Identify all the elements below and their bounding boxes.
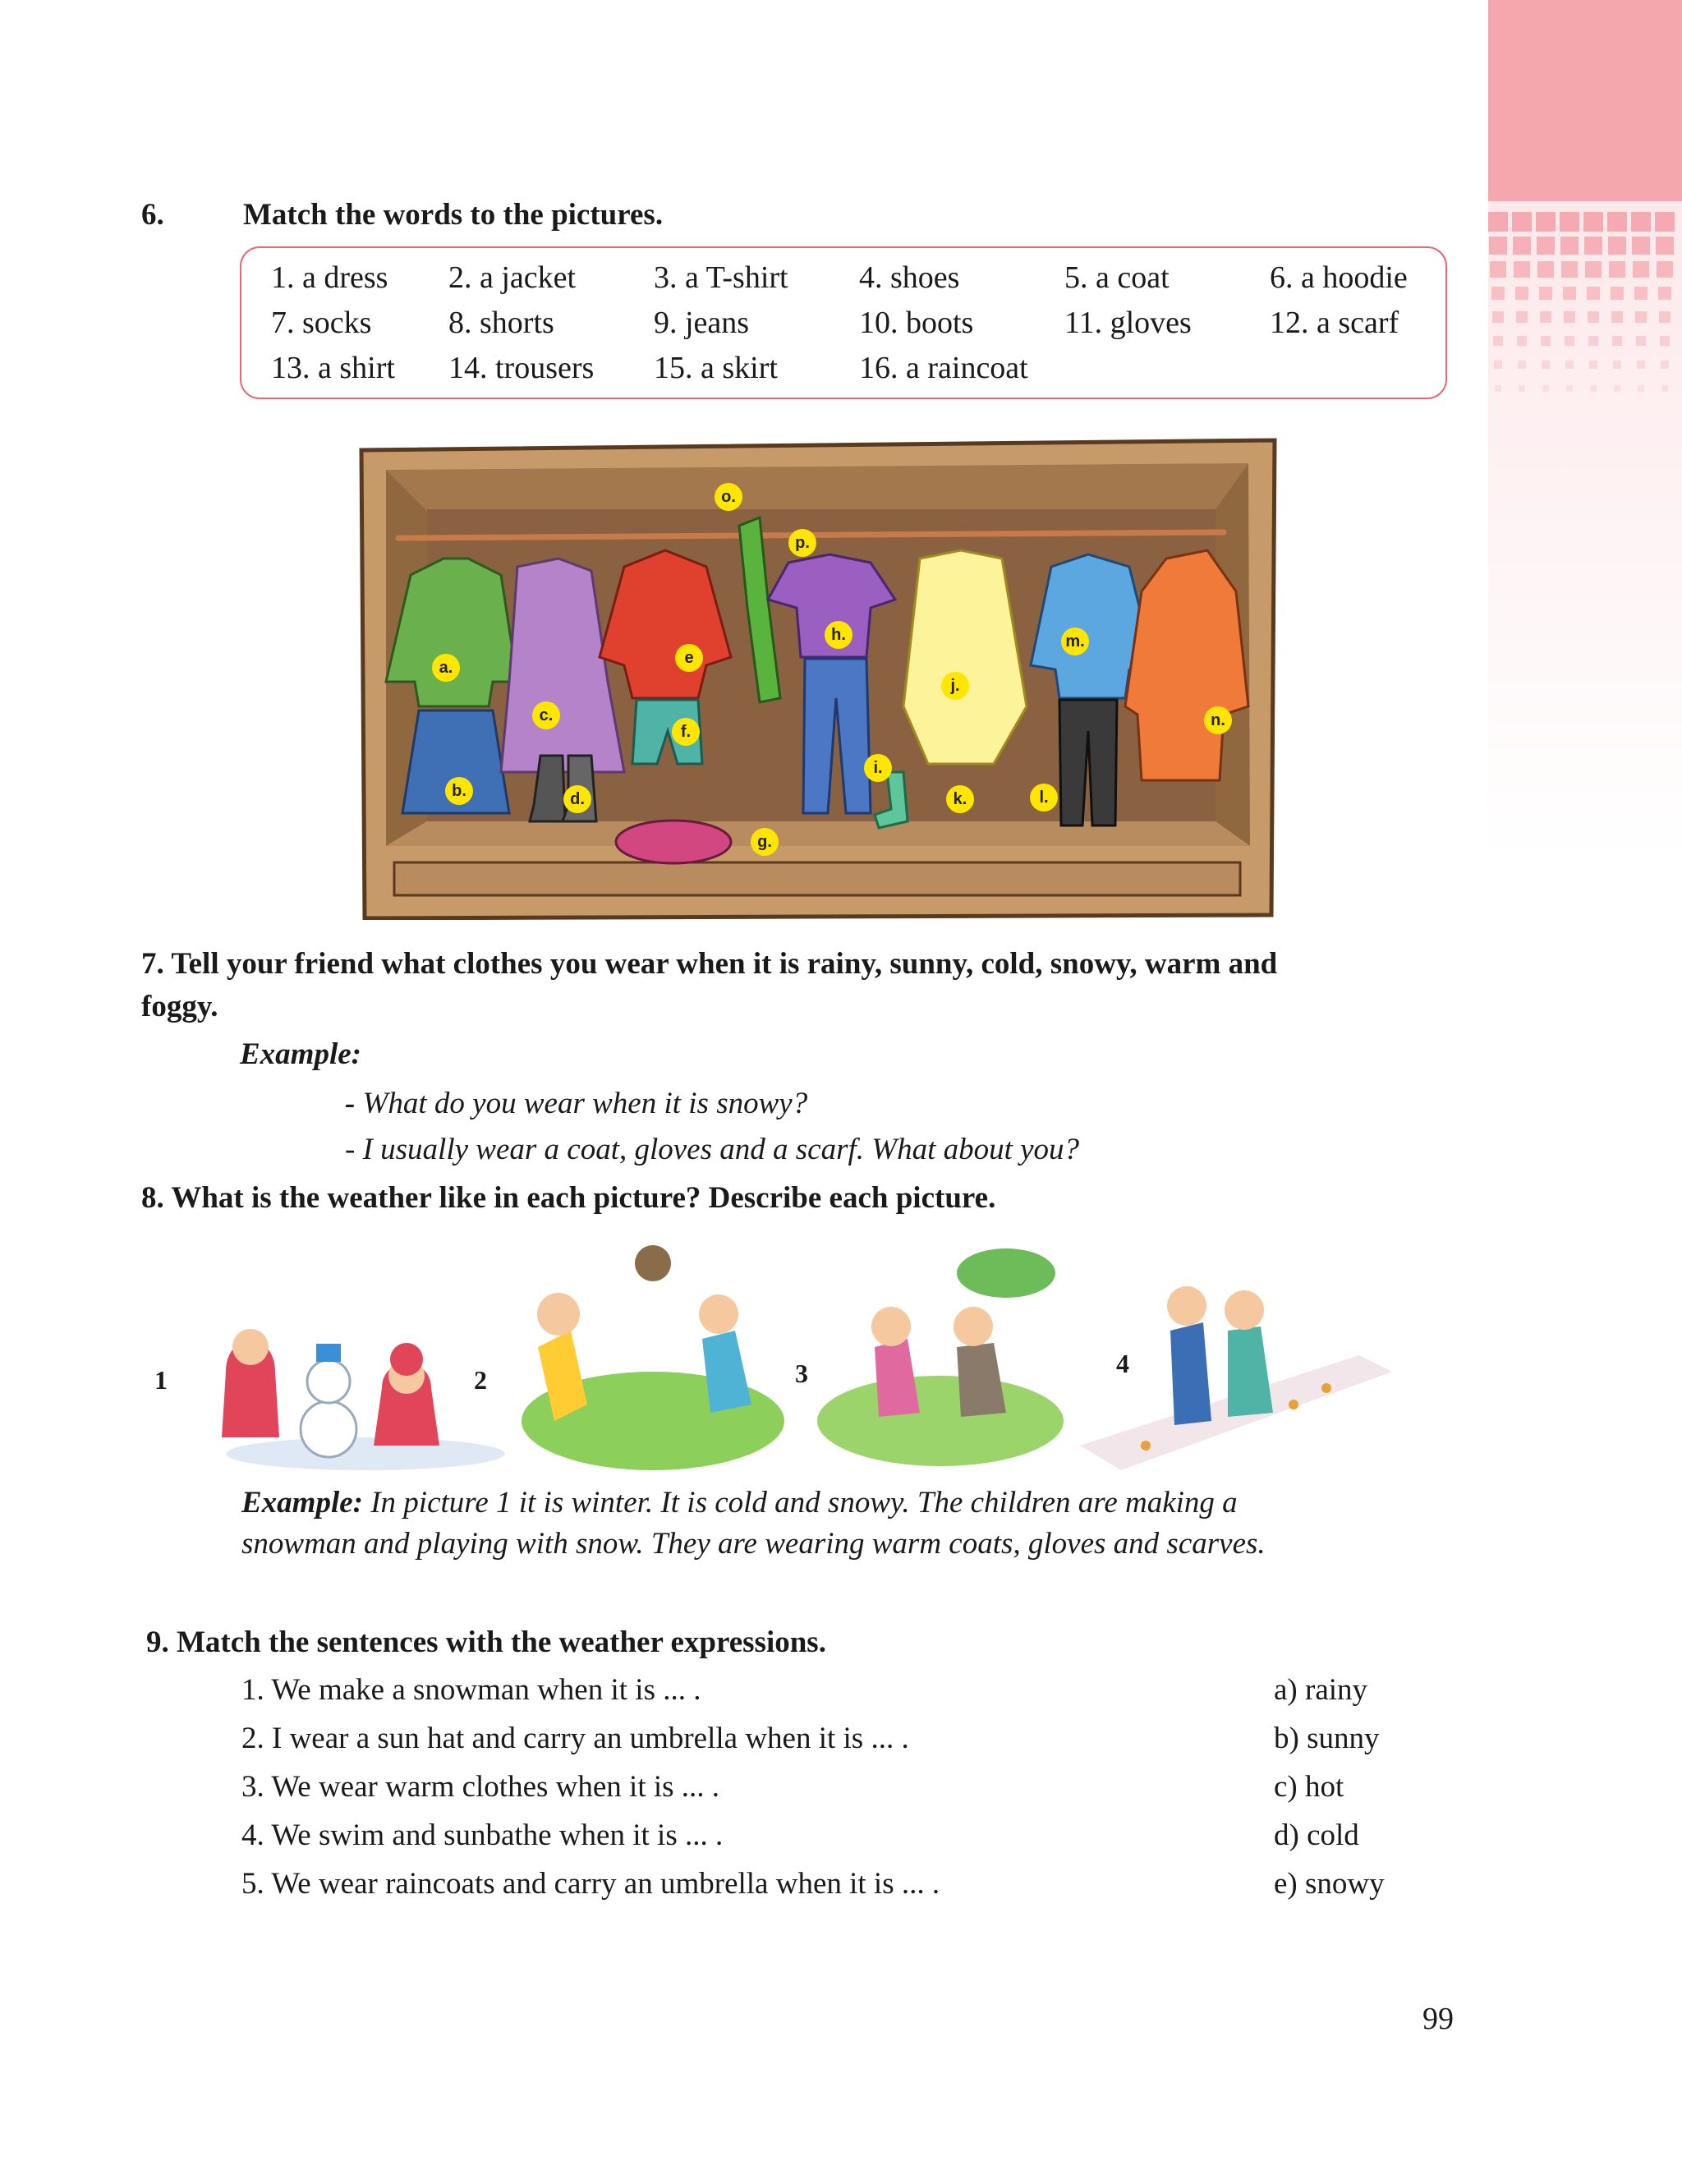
- picture-label: j.: [941, 672, 969, 700]
- decorative-square: [1655, 212, 1675, 232]
- decorative-square: [1634, 287, 1648, 301]
- decorative-square: [1660, 336, 1670, 346]
- decorative-square: [1658, 287, 1672, 301]
- picture-label: d.: [563, 785, 591, 813]
- decorative-square: [1585, 261, 1601, 277]
- ex9-sentence: 5. We wear raincoats and carry an umbrella when it is ... .: [241, 1867, 940, 1901]
- page-number: 99: [1422, 2002, 1454, 2036]
- decorative-square: [1488, 212, 1508, 232]
- picture-label: n.: [1204, 706, 1232, 734]
- decorative-square: [1560, 212, 1579, 232]
- ex7-title-line1: 7. Tell your friend what clothes you wear when it is rainy, sunny, cold, snowy, warm and: [141, 947, 1278, 981]
- decorative-square: [1541, 336, 1551, 346]
- decorative-square: [1661, 361, 1669, 369]
- word-item: 12. a scarf: [1270, 306, 1399, 340]
- ex8-example-line1: [241, 1485, 1238, 1520]
- wardrobe-drawing: [353, 435, 1281, 920]
- decorative-square: [1631, 212, 1651, 232]
- decorative-square: [1611, 311, 1623, 323]
- ex9-option: c) hot: [1274, 1770, 1344, 1804]
- ex7-dialogue-line1: [345, 1086, 807, 1121]
- decorative-square: [1638, 385, 1643, 391]
- decorative-square: [1656, 237, 1674, 255]
- picture-number: 4: [1116, 1349, 1129, 1378]
- picture-number: 1: [154, 1365, 168, 1395]
- decorative-square: [1614, 385, 1620, 391]
- decorative-square: [1635, 311, 1647, 323]
- decorative-square: [1518, 361, 1526, 369]
- decorative-square: [1515, 287, 1529, 301]
- decorative-square: [1589, 361, 1597, 369]
- picture-label: l.: [1030, 784, 1058, 812]
- ex9-sentence: 3. We wear warm clothes when it is ... .: [241, 1770, 720, 1804]
- decorative-square: [1633, 261, 1648, 277]
- example-text: In picture 1 it is winter. It is cold and snowy. The children are making a: [362, 1486, 1238, 1520]
- ex6-title: Match the words to the pictures.: [243, 198, 664, 232]
- decorative-square: [1657, 261, 1672, 277]
- word-item: 13. a shirt: [271, 351, 395, 385]
- ex7-dialogue-line2: - I usually wear a coat, gloves and a scarf. What about you?: [345, 1133, 1080, 1166]
- word-item: 9. jeans: [654, 306, 750, 340]
- picture-label: g.: [751, 828, 779, 856]
- ex9-option: a) rainy: [1274, 1673, 1368, 1707]
- word-item: 11. gloves: [1064, 306, 1192, 340]
- dialogue-text: What do you wear when it is snowy?: [355, 1087, 808, 1120]
- word-item: 4. shoes: [859, 260, 960, 295]
- picture-label: b.: [445, 777, 473, 805]
- decorative-square: [1495, 385, 1500, 391]
- decorative-square: [1539, 287, 1553, 301]
- decorative-square: [1661, 385, 1667, 391]
- ex8-title: 8. What is the weather like in each picture? Describe each picture.: [141, 1181, 996, 1215]
- decorative-square: [1584, 237, 1602, 255]
- decorative-square: [1565, 361, 1574, 369]
- decorative-square: [1516, 311, 1528, 323]
- decorative-square: [1514, 261, 1529, 277]
- decorative-square: [1566, 385, 1572, 391]
- decorative-square: [1636, 336, 1646, 346]
- dash: -: [345, 1087, 356, 1120]
- decorative-square: [1637, 361, 1645, 369]
- decorative-square: [1491, 287, 1505, 301]
- word-item: 1. a dress: [271, 260, 388, 295]
- decorative-square: [1563, 287, 1577, 301]
- word-item: 16. a raincoat: [859, 351, 1028, 385]
- decorative-square: [1564, 311, 1575, 323]
- weather-pictures: [154, 1240, 1409, 1470]
- decorative-square: [1536, 212, 1556, 232]
- picture-number: 3: [795, 1359, 808, 1388]
- word-item: 10. boots: [859, 306, 974, 340]
- ex6-number: 6.: [141, 198, 164, 232]
- ex7-example-label: Example:: [240, 1037, 361, 1071]
- picture-label: h.: [825, 621, 852, 649]
- picture-label: c.: [532, 701, 560, 729]
- ex8-example-label: Example:: [241, 1486, 363, 1520]
- word-item: 6. a hoodie: [1270, 260, 1408, 295]
- decorative-square: [1561, 261, 1577, 277]
- decorative-square: [1537, 237, 1555, 255]
- decorative-square: [1542, 361, 1550, 369]
- ex9-option: d) cold: [1274, 1818, 1359, 1852]
- decorative-square: [1492, 311, 1504, 323]
- decorative-square: [1587, 287, 1601, 301]
- picture-label: p.: [788, 529, 816, 557]
- picture-label: f.: [672, 718, 700, 746]
- picture-number: 2: [474, 1365, 487, 1395]
- word-item: 2. a jacket: [448, 260, 577, 295]
- ex9-sentence: 1. We make a snowman when it is ... .: [241, 1673, 701, 1707]
- word-item: 15. a skirt: [654, 351, 778, 385]
- wardrobe-illustration: [353, 435, 1281, 920]
- word-item: 7. socks: [271, 306, 372, 340]
- decorative-square: [1519, 385, 1524, 391]
- decorative-square: [1489, 237, 1507, 255]
- picture-label: e: [675, 644, 703, 672]
- decorative-square: [1565, 336, 1574, 346]
- ex8-example-line2: snowman and playing with snow. They are wearing warm coats, gloves and scarves.: [241, 1527, 1266, 1561]
- ex9-option: b) sunny: [1274, 1722, 1380, 1755]
- decorative-square: [1607, 212, 1627, 232]
- decorative-square: [1590, 385, 1596, 391]
- decorative-square: [1588, 336, 1598, 346]
- decorative-square: [1494, 361, 1502, 369]
- decorative-square: [1632, 237, 1650, 255]
- decorative-square: [1540, 311, 1551, 323]
- decorative-square: [1611, 287, 1625, 301]
- decorative-square: [1608, 237, 1626, 255]
- word-item: 8. shorts: [448, 306, 554, 340]
- word-box: [240, 246, 1447, 399]
- ex9-sentence: 2. I wear a sun hat and carry an umbrella when it is ... .: [241, 1722, 909, 1755]
- decorative-square: [1583, 212, 1603, 232]
- picture-label: m.: [1061, 628, 1089, 655]
- decorative-square: [1493, 336, 1503, 346]
- decorative-square: [1588, 311, 1599, 323]
- decorative-square: [1612, 336, 1622, 346]
- decorative-square: [1512, 212, 1532, 232]
- word-item: 3. a T-shirt: [654, 260, 788, 295]
- decorative-square: [1609, 261, 1625, 277]
- decorative-square: [1560, 237, 1579, 255]
- decorative-square: [1542, 385, 1548, 391]
- ex9-sentence: 4. We swim and sunbathe when it is ... .: [241, 1818, 724, 1852]
- picture-label: a.: [432, 654, 460, 682]
- decorative-square: [1490, 261, 1505, 277]
- ex7-title-line2: foggy.: [141, 990, 218, 1023]
- header-pink-bar: [1488, 0, 1682, 201]
- weather-pictures-drawing: [177, 1240, 1409, 1470]
- picture-label: i.: [864, 754, 892, 782]
- word-item: 5. a coat: [1064, 260, 1170, 295]
- decorative-square: [1537, 261, 1553, 277]
- decorative-square: [1513, 237, 1531, 255]
- ex9-title: 9. Match the sentences with the weather expressions.: [146, 1625, 826, 1659]
- word-item: 14. trousers: [448, 351, 595, 385]
- decorative-square: [1613, 361, 1621, 369]
- picture-label: k.: [946, 785, 974, 813]
- ex9-option: e) snowy: [1274, 1867, 1385, 1901]
- decorative-square: [1517, 336, 1527, 346]
- decorative-square: [1659, 311, 1671, 323]
- picture-label: o.: [715, 483, 742, 511]
